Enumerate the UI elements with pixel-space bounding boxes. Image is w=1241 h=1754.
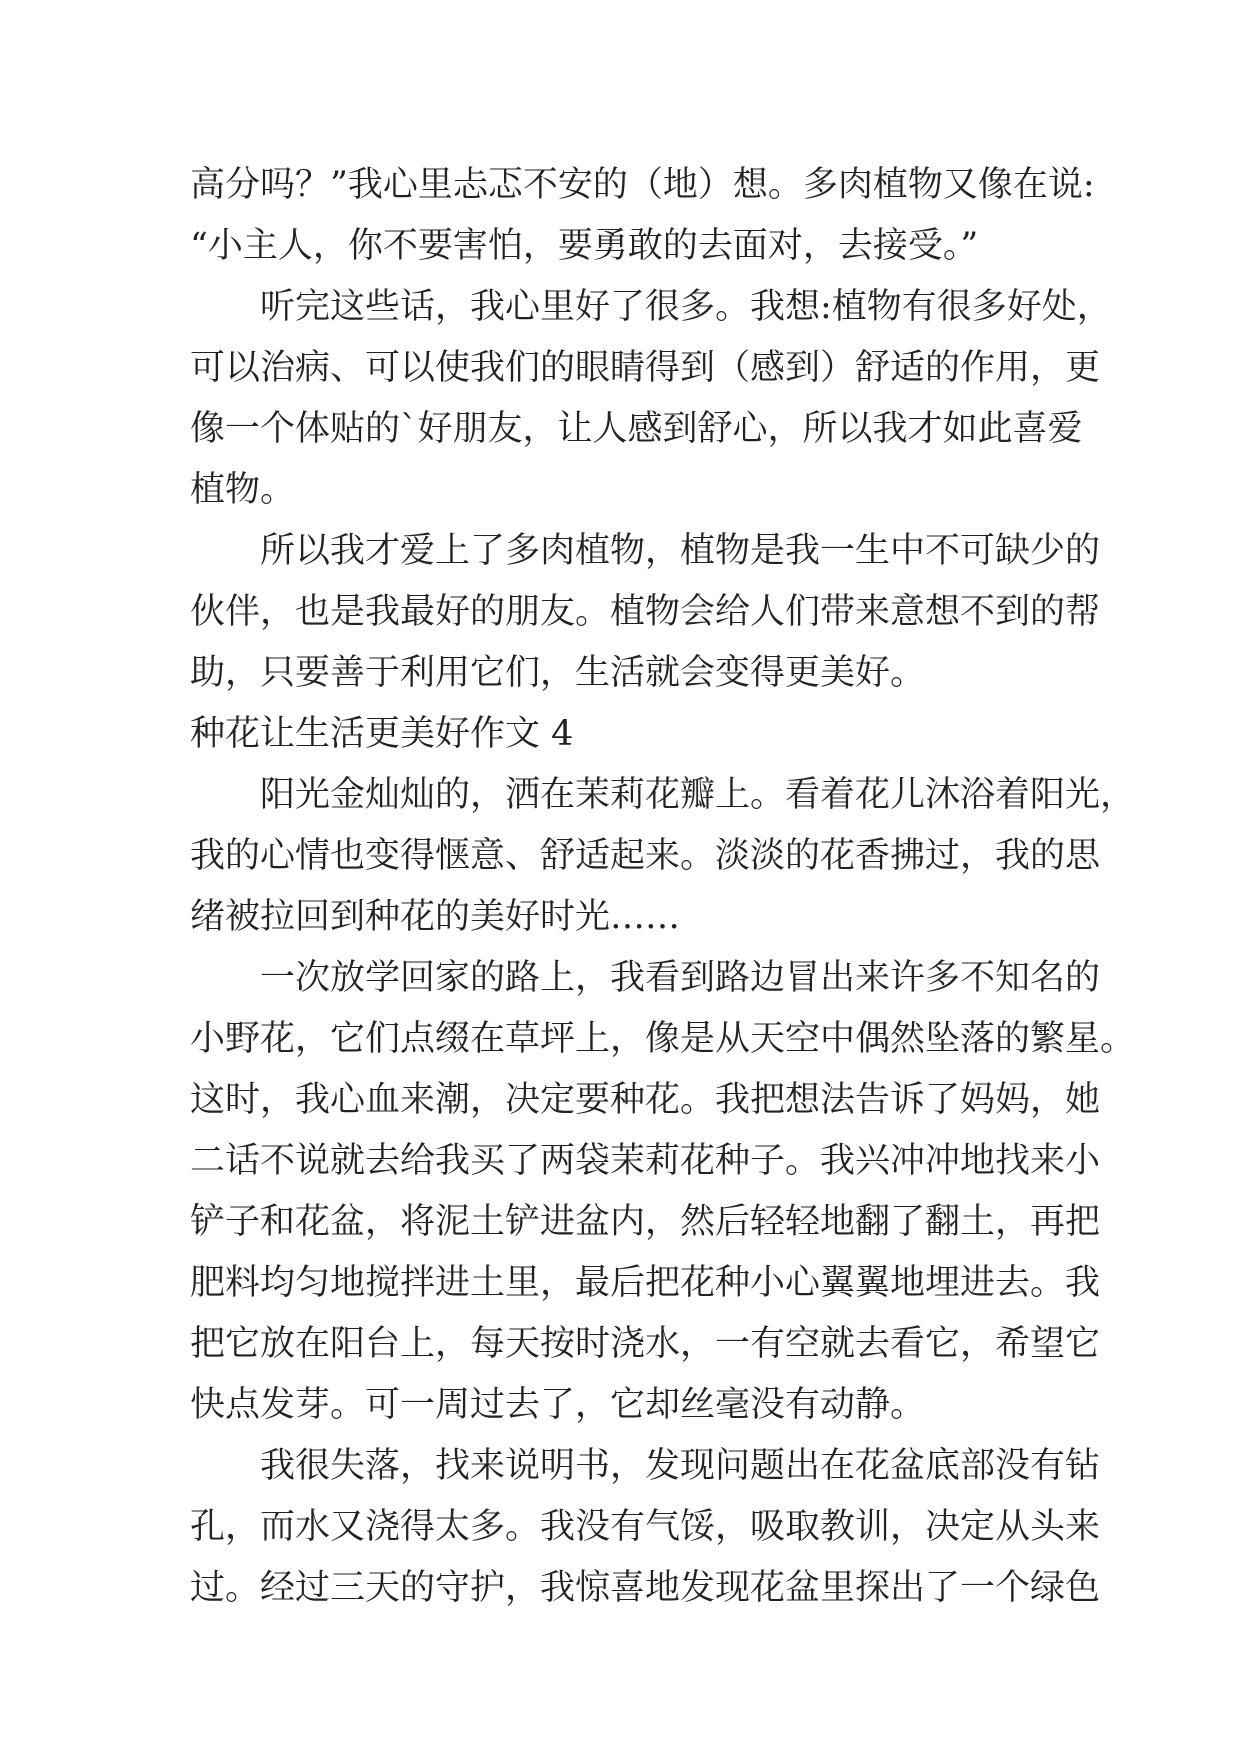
text-line: 所以我才爱上了多肉植物，植物是我一生中不可缺少的 — [260, 531, 1101, 571]
text-line: 伙伴，也是我最好的朋友。植物会给人们带来意想不到的帮 — [190, 592, 1101, 632]
text-line: 听完这些话，我心里好了很多。我想:植物有很多好处， — [260, 287, 1112, 327]
text-line: 这时，我心血来潮，决定要种花。我把想法告诉了妈妈，她 — [190, 1080, 1101, 1120]
text-line: 把它放在阳台上，每天按时浇水，一有空就去看它，希望它 — [190, 1324, 1101, 1364]
text-line: 一次放学回家的路上，我看到路边冒出来许多不知名的 — [260, 958, 1101, 998]
document-body — [190, 155, 1136, 1619]
text-line: 孔，而水又浇得太多。我没有气馁，吸取教训，决定从头来 — [190, 1507, 1101, 1547]
text-line: 植物。 — [190, 470, 296, 510]
text-line: 肥料均匀地搅拌进土里，最后把花种小心翼翼地埋进去。我 — [190, 1263, 1101, 1303]
essay-heading: 种花让生活更美好作文 4 — [190, 714, 574, 754]
text-line: 绪被拉回到种花的美好时光…… — [190, 897, 681, 937]
text-line: 二话不说就去给我买了两袋茉莉花种子。我兴冲冲地找来小 — [190, 1141, 1101, 1181]
text-line: 我很失落，找来说明书，发现问题出在花盆底部没有钻 — [260, 1446, 1101, 1486]
text-line: 小野花，它们点缀在草坪上，像是从天空中偶然坠落的繁星。 — [190, 1019, 1136, 1059]
text-line: “小主人，你不要害怕，要勇敢的去面对，去接受。” — [190, 226, 979, 266]
text-line: 铲子和花盆，将泥土铲进盆内，然后轻轻地翻了翻土，再把 — [190, 1202, 1101, 1242]
text-line: 快点发芽。可一周过去了，它却丝毫没有动静。 — [190, 1385, 926, 1425]
text-line: 高分吗？”我心里忐忑不安的（地）想。多肉植物又像在说: — [190, 165, 1095, 205]
text-line: 阳光金灿灿的，洒在茉莉花瓣上。看着花儿沐浴着阳光， — [260, 775, 1136, 815]
text-line: 像一个体贴的`好朋友，让人感到舒心，所以我才如此喜爱 — [190, 409, 1083, 449]
text-line: 过。经过三天的守护，我惊喜地发现花盆里探出了一个绿色 — [190, 1568, 1101, 1608]
text-line: 助，只要善于利用它们，生活就会变得更美好。 — [190, 653, 926, 693]
text-line: 我的心情也变得惬意、舒适起来。淡淡的花香拂过，我的思 — [190, 836, 1101, 876]
text-line: 可以治病、可以使我们的眼睛得到（感到）舒适的作用，更 — [190, 348, 1101, 388]
